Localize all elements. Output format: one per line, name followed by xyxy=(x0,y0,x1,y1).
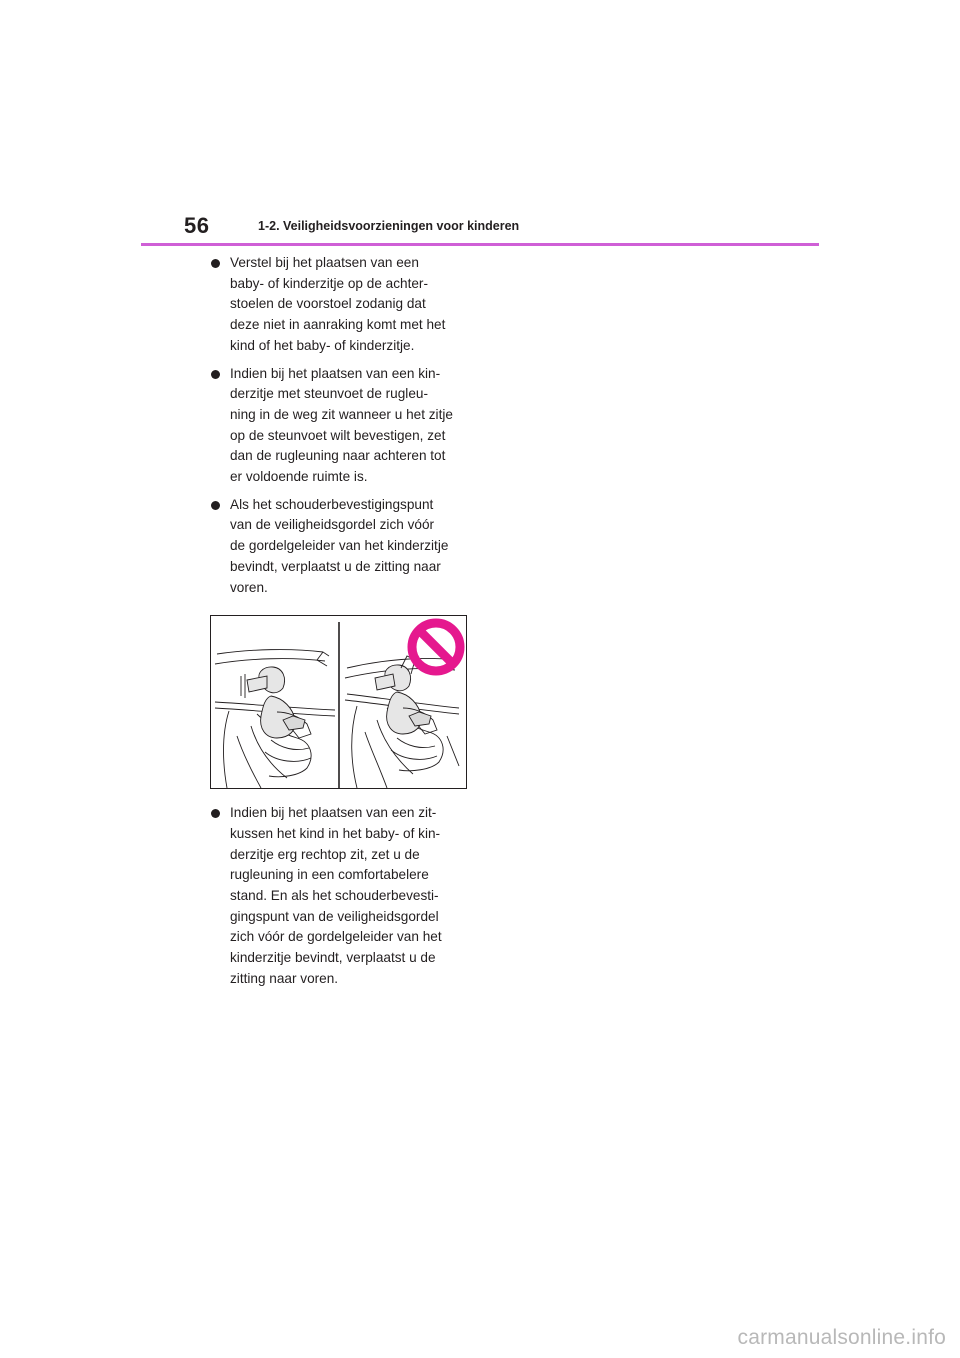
child-seat-incorrect-illustration xyxy=(345,656,459,788)
bullet-dot-icon xyxy=(211,501,220,510)
bullet-text-line: derzitje erg rechtop zit, zet u de xyxy=(230,846,420,862)
bullet-text-line: van de veiligheidsgordel zich vóór xyxy=(230,517,435,533)
bullet-text-line: baby- of kinderzitje op de achter- xyxy=(230,275,428,291)
bullet-text-line: rugleuning in een comfortabelere xyxy=(230,867,429,883)
header-divider xyxy=(141,243,819,246)
bullet-text-line: kinderzitje bevindt, verplaatst u de xyxy=(230,950,436,966)
child-seat-figure xyxy=(210,615,467,789)
child-seat-illustration xyxy=(211,616,466,788)
bullet-item xyxy=(210,253,480,357)
section-title: 1-2. Veiligheidsvoorzieningen voor kinderen xyxy=(258,219,520,233)
bullet-dot-icon xyxy=(211,370,220,379)
bullet-dot-icon xyxy=(211,259,220,268)
main-content xyxy=(210,253,480,997)
bullet-text-line: Indien bij het plaatsen van een kin- xyxy=(230,365,441,381)
prohibition-icon xyxy=(412,623,460,671)
bullet-text-line: bevindt, verplaatst u de zitting naar xyxy=(230,558,441,574)
bullet-text-line: de gordelgeleider van het kinderzitje xyxy=(230,538,449,554)
bullet-dot-icon xyxy=(211,809,220,818)
bullet-text-line: ning in de weg zit wanneer u het zitje xyxy=(230,406,453,422)
bullet-text-line: Verstel bij het plaatsen van een xyxy=(230,255,419,270)
bullet-item xyxy=(210,495,480,599)
bullet-list-top xyxy=(210,253,480,598)
bullet-text-line: zitting naar voren. xyxy=(230,970,339,986)
bullet-text-line: kind of het baby- of kinderzitje. xyxy=(230,337,415,353)
bullet-text-line: Indien bij het plaatsen van een zit- xyxy=(230,805,437,821)
bullet-list-bottom xyxy=(210,803,480,989)
bullet-text-line: derzitje met steunvoet de rugleu- xyxy=(230,386,428,402)
bullet-text-line: er voldoende ruimte is. xyxy=(230,469,368,485)
bullet-text-line: dan de rugleuning naar achteren tot xyxy=(230,448,446,464)
bullet-text-line: deze niet in aanraking komt met het xyxy=(230,317,446,333)
bullet-item xyxy=(210,803,480,989)
page-number: 56 xyxy=(184,213,210,238)
bullet-text-line: stoelen de voorstoel zodanig dat xyxy=(230,296,426,312)
bullet-text-line: kussen het kind in het baby- of kin- xyxy=(230,825,441,841)
bullet-text-line: stand. En als het schouderbevesti- xyxy=(230,888,439,904)
bullet-text-line: voren. xyxy=(230,579,268,595)
footer-watermark: carmanualsonline.info xyxy=(737,1326,946,1349)
bullet-text-line: gingspunt van de veiligheidsgordel xyxy=(230,908,439,924)
bullet-text-line: zich vóór de gordelgeleider van het xyxy=(230,929,442,945)
bullet-text-line: Als het schouderbevestigingspunt xyxy=(230,496,434,512)
child-seat-correct-illustration xyxy=(215,650,335,788)
bullet-text-line: op de steunvoet wilt bevestigen, zet xyxy=(230,427,446,443)
bullet-item xyxy=(210,364,480,488)
